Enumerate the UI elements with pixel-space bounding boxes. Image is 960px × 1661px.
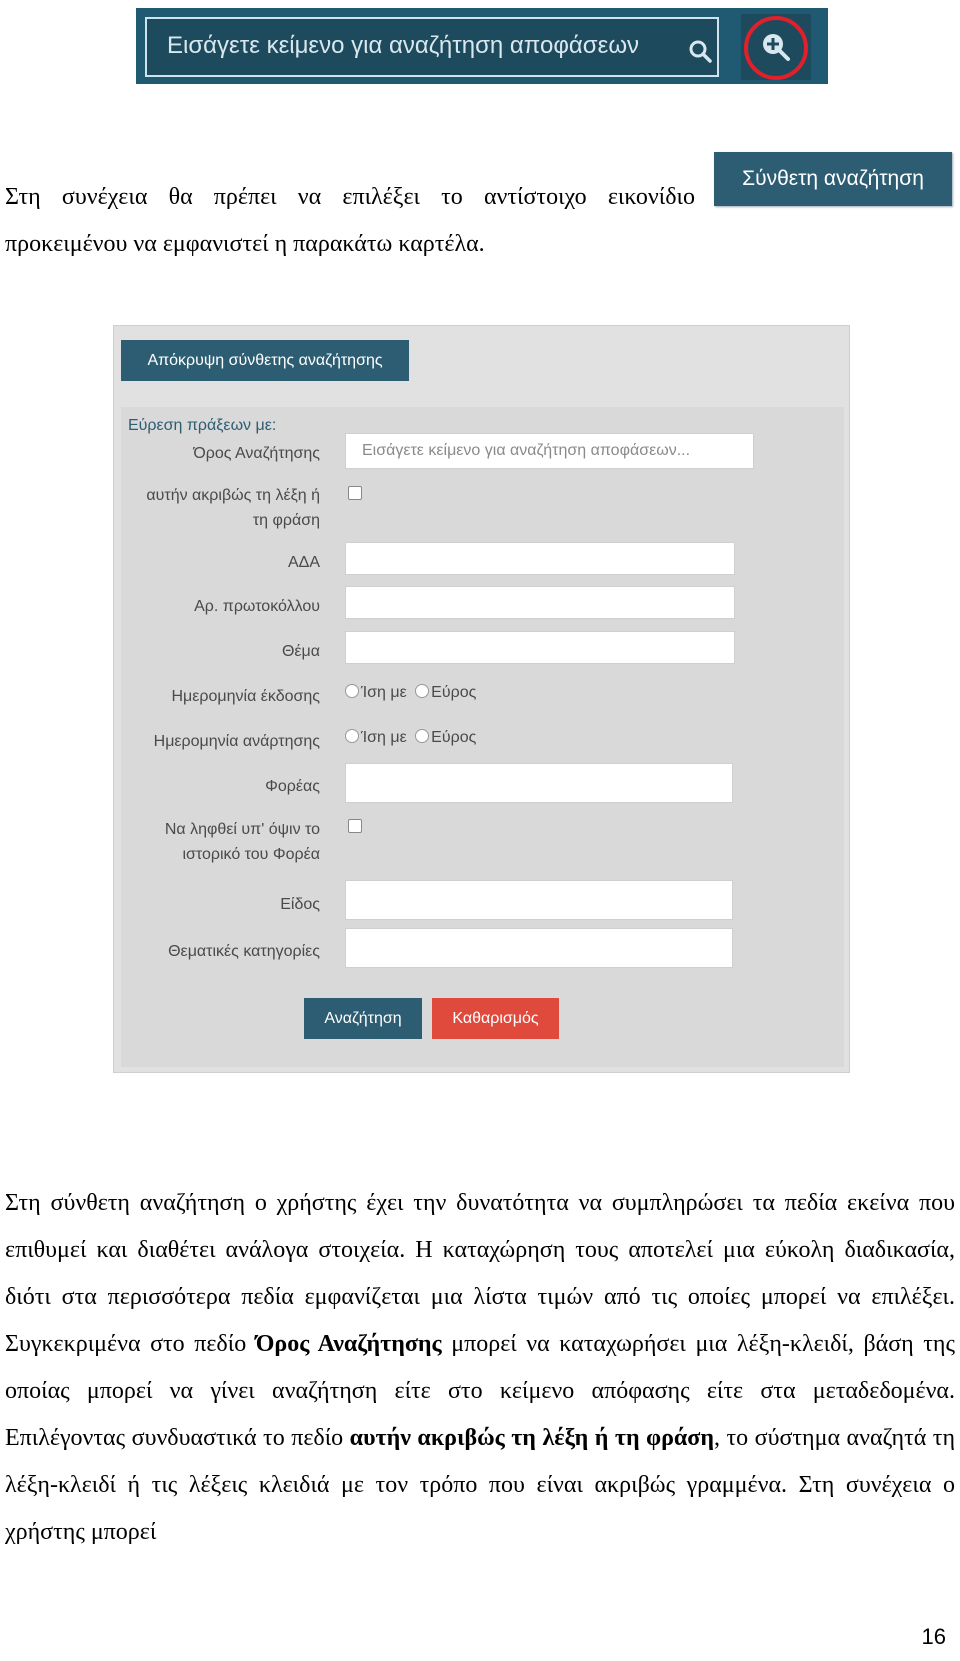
radio-range-label: Εύρος: [431, 684, 477, 701]
post-date-range-radio[interactable]: [415, 729, 429, 743]
ada-field[interactable]: [345, 542, 735, 575]
intro-line-1: Στη συνέχεια θα πρέπει να επιλέξει το αντίστοιχο εικονίδιο: [5, 184, 695, 210]
body-paragraph: [5, 1180, 955, 1556]
post-date-equal-radio[interactable]: [345, 729, 359, 743]
exact-phrase-label-1: αυτήν ακριβώς τη λέξη ή: [146, 487, 320, 504]
highlight-circle: [744, 16, 808, 80]
exact-phrase-checkbox[interactable]: [348, 486, 362, 500]
search-icon[interactable]: [688, 39, 712, 63]
search-banner-screenshot: [136, 8, 828, 84]
form-panel: [121, 407, 844, 1067]
type-field[interactable]: [345, 880, 733, 920]
post-date-options: [345, 729, 476, 747]
form-heading: Εύρεση πράξεων με:: [128, 417, 277, 434]
type-label: Είδος: [280, 896, 320, 913]
organization-field[interactable]: [345, 763, 733, 803]
protocol-number-field[interactable]: [345, 586, 735, 619]
search-placeholder: Εισάγετε κείμενο για αναζήτηση αποφάσεων: [167, 32, 640, 59]
organization-label: Φορέας: [265, 778, 320, 795]
body-text-3: , το σύστημα αναζητά τη λέξη-κλειδί ή τις λέξεις κλειδιά με τον τρόπο που είναι ακριβώς γραμμένα. Στη συνέχεια ο χρήστης μπορεί: [5, 1425, 955, 1545]
hide-advanced-search-button[interactable]: Απόκρυψη σύνθετης αναζήτησης: [121, 340, 409, 381]
body-text-2: μπορεί να καταχωρήσει μια λέξη-κλειδί, βάση της οποίας μπορεί να γίνει αναζήτηση είτε στο κείμενο απόφασης είτε στα μεταδεδομένα. Επιλέγοντας συνδυαστικά το πεδίο: [5, 1331, 955, 1451]
org-history-label-1: Να ληφθεί υπ' όψιν το: [164, 821, 320, 838]
radio-equal-label: Ίση με: [361, 729, 407, 746]
advanced-search-button[interactable]: Σύνθετη αναζήτηση: [714, 152, 952, 206]
clear-button[interactable]: Καθαρισμός: [432, 998, 559, 1039]
issue-date-range-radio[interactable]: [415, 684, 429, 698]
subject-label: Θέμα: [281, 643, 320, 660]
categories-field[interactable]: [345, 928, 733, 968]
intro-paragraph: [5, 174, 695, 268]
search-term-placeholder: Εισάγετε κείμενο για αναζήτηση αποφάσεων...: [362, 442, 691, 459]
page-number: 16: [921, 1624, 946, 1649]
subject-field[interactable]: [345, 631, 735, 664]
exact-phrase-label-2: τη φράση: [252, 512, 320, 529]
radio-equal-label: Ίση με: [361, 684, 407, 701]
search-term-field[interactable]: [345, 433, 754, 469]
org-history-label-2: ιστορικό του Φορέα: [182, 846, 320, 863]
ada-label: ΑΔΑ: [287, 554, 320, 571]
issue-date-equal-radio[interactable]: [345, 684, 359, 698]
intro-line-2: προκειμένου να εμφανιστεί η παρακάτω καρτέλα.: [5, 231, 485, 257]
protocol-number-label: Αρ. πρωτοκόλλου: [194, 598, 320, 615]
body-bold-1: Όρος Αναζήτησης: [255, 1331, 442, 1357]
issue-date-label: Ημερομηνία έκδοσης: [171, 688, 320, 705]
body-text-1: Στη σύνθετη αναζήτηση ο χρήστης έχει την δυνατότητα να συμπληρώσει τα πεδία εκείνα που επιθυμεί και διαθέτει ανάλογα στοιχεία. Η καταχώρηση τους αποτελεί μια εύκολη διαδικασία, διότι στα περισσότερα πεδία εμφανίζεται μια λίστα τιμών από τις οποίες μπορεί να επιλέξει. Συγκεκριμένα στο πεδίο: [5, 1190, 955, 1357]
search-input[interactable]: [145, 17, 719, 77]
search-term-label: Όρος Αναζήτησης: [193, 445, 320, 462]
categories-label: Θεματικές κατηγορίες: [168, 943, 320, 960]
radio-range-label: Εύρος: [431, 729, 477, 746]
org-history-checkbox[interactable]: [348, 819, 362, 833]
search-button[interactable]: Αναζήτηση: [304, 998, 422, 1039]
body-bold-2: αυτήν ακριβώς τη λέξη ή τη φράση: [349, 1425, 714, 1451]
post-date-label: Ημερομηνία ανάρτησης: [153, 733, 320, 750]
advanced-search-form-screenshot: [113, 325, 850, 1073]
issue-date-options: [345, 684, 476, 702]
